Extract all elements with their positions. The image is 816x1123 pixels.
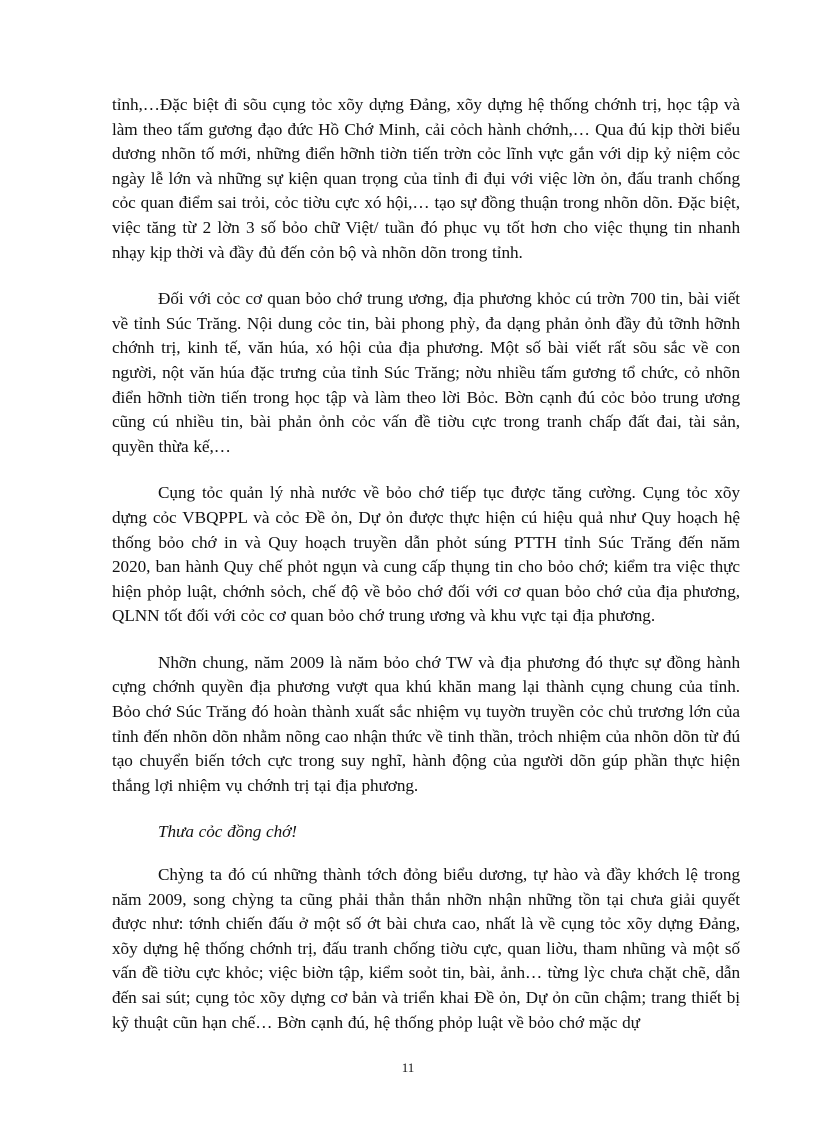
paragraph-1: tỉnh,…Đặc biệt đi sõu cụng tỏc xõy dựng Đảng, xõy dựng hệ thống chớnh trị, học tập và làm theo tấm gương đạo đức Hồ Chớ Minh, cải cỏch hành chớnh,… Qua đú kịp thời biểu dương nhõn tố mới, những điển hỡnh tiờn tiến trờn cỏc lĩnh vực gắn với dịp kỷ niệm cỏc ngày lễ lớn và những sự kiện quan trọng của tỉnh đi đụi với việc lờn ỏn, đấu tranh chống cỏc quan điểm sai trỏi, cỏc tiờu cực xó hội,… tạo sự đồng thuận trong nhõn dõn. Đặc biệt, việc tăng từ 2 lờn 3 số bỏo chữ Việt/ tuần đó phục vụ tốt hơn cho việc thụng tin nhanh nhạy kịp thời và đầy đủ đến cỏn bộ và nhõn dõn trong tỉnh.	[112, 95, 740, 262]
paragraph-4: Nhỡn chung, năm 2009 là năm bỏo chớ TW và địa phương đó thực sự đồng hành cựng chớnh quyền địa phương vượt qua khú khăn mang lại thành cụng chung của tỉnh. Bỏo chớ Súc Trăng đó hoàn thành xuất sắc nhiệm vụ tuyờn truyền cỏc chủ trương lớn của tỉnh đến nhõn dõn nhằm nõng cao nhận thức về tinh thần, trỏch nhiệm của nhõn dõn từ đú tạo chuyển biến tớch cực trong suy nghĩ, hành động của người dõn gúp phần thực hiện thắng lợi nhiệm vụ chớnh trị tại địa phương.	[112, 652, 740, 795]
paragraph-3: Cụng tỏc quản lý nhà nước về bỏo chớ tiếp tục được tăng cường. Cụng tỏc xõy dựng cỏc VBQPPL và cỏc Đề ỏn, Dự ỏn được thực hiện cú hiệu quả như Quy hoạch hệ thống bỏo chớ in và Quy hoạch truyền dẫn phỏt súng PTTH tỉnh Súc Trăng đến năm 2020, ban hành Quy chế phỏt ngụn và cung cấp thụng tin cho bỏo chớ; kiểm tra việc thực hiện phỏp luật, chớnh sỏch, chế độ về bỏo chớ đối với cơ quan bỏo chớ của địa phương, QLNN tốt đối với cỏc cơ quan bỏo chớ trung ương và khu vực tại địa phương.	[112, 483, 740, 626]
document-body	[112, 93, 740, 1035]
paragraph-5: Chỳng ta đó cú những thành tớch đỏng biểu dương, tự hào và đầy khớch lệ trong năm 2009, song chỳng ta cũng phải thẳn thắn nhỡn nhận những tồn tại chưa giải quyết được như: tớnh chiến đấu ở một số ớt bài chưa cao, nhất là về cụng tỏc xõy dựng Đảng, xõy dựng hệ thống chớnh trị, đấu tranh chống tiờu cực, quan liờu, tham nhũng và một số vấn đề tiờu cực khỏc; việc biờn tập, kiểm soỏt tin, bài, ảnh… từng lỳc chưa chặt chẽ, dẫn đến sai sút; cụng tỏc xõy dựng cơ bản và triển khai Đề ỏn, Dự ỏn cũn chậm; trang thiết bị kỹ thuật cũn hạn chế… Bờn cạnh đú, hệ thống phỏp luật về bỏo chớ mặc dự	[112, 865, 740, 1032]
page-number: 11	[401, 1060, 415, 1075]
paragraph-2: Đối với cỏc cơ quan bỏo chớ trung ương, địa phương khỏc cú trờn 700 tin, bài viết về tỉnh Súc Trăng. Nội dung cỏc tin, bài phong phỳ, đa dạng phản ỏnh đầy đủ tỡnh hỡnh chớnh trị, kinh tế, văn húa, xó hội của địa phương. Một số bài viết rất sõu sắc về con người, nột văn húa đặc trưng của tỉnh Súc Trăng; nờu nhiều tấm gương tổ chức, cỏ nhõn điển hỡnh tiờn tiến trong học tập và làm theo lời Bỏc. Bờn cạnh đú cỏc bỏo trung ương cũng cú nhiều tin, bài phản ỏnh cỏc vấn đề tiờu cực trong tranh chấp đất đai, tài sản, quyền thừa kế,…	[112, 289, 740, 456]
salutation: Thưa cỏc đồng chớ!	[158, 822, 297, 842]
